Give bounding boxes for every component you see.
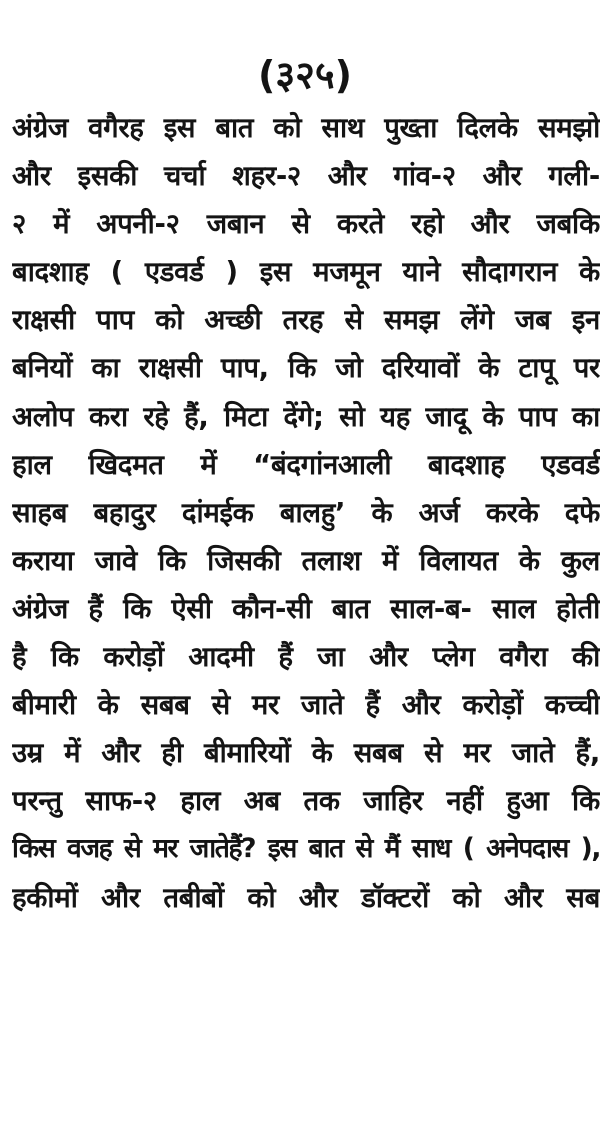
text-line: बनियों का राक्षसी पाप, कि जो दरियावों के टापू पर <box>12 352 600 385</box>
text-line: साहब बहादुर दांमईक बालहु’ के अर्ज करके दफे <box>12 496 600 529</box>
text-line: हाल खिदमत में “बंदगांनआली बादशाह एडवर्ड <box>12 448 600 481</box>
text-line: बादशाह ( एडवर्ड ) इस मजमून याने सौदागरान के <box>12 256 600 289</box>
text-line: परन्तु साफ-२ हाल अब तक जाहिर नहीं हुआ कि <box>12 785 600 818</box>
text-line: अलोप करा रहे हैं, मिटा देंगे; सो यह जादू के पाप का <box>12 400 600 433</box>
text-line: कराया जावे कि जिसकी तलाश में विलायत के कुल <box>12 544 600 577</box>
text-line: उम्र में और ही बीमारियों के सबब से मर जाते हैं, <box>12 737 600 770</box>
body-text <box>12 104 600 922</box>
text-line: राक्षसी पाप को अच्छी तरह से समझ लेंगे जब इन <box>12 304 600 337</box>
text-line: किस वजह से मर जातेहैं? इस बात से मैं साध ( अनेपदास ), <box>12 833 600 865</box>
text-line: अंग्रेज हैं कि ऐसी कौन-सी बात साल-ब- साल होती <box>12 592 600 625</box>
page-number: (३२५) <box>257 53 352 97</box>
text-line: हकीमों और तबीबों को और डॉक्टरों को और सब <box>12 881 600 914</box>
text-line: अंग्रेज वगैरह इस बात को साथ पुख्ता दिलके समझो <box>12 112 600 144</box>
text-line: बीमारी के सबब से मर जाते हैं और करोड़ों कच्ची <box>12 689 600 722</box>
text-line: है कि करोड़ों आदमी हैं जा और प्लेग वगैरा की <box>12 641 600 674</box>
text-line: २ में अपनी-२ जबान से करते रहो और जबकि <box>12 208 600 241</box>
text-line: और इसकी चर्चा शहर-२ और गांव-२ और गली- <box>12 160 600 193</box>
